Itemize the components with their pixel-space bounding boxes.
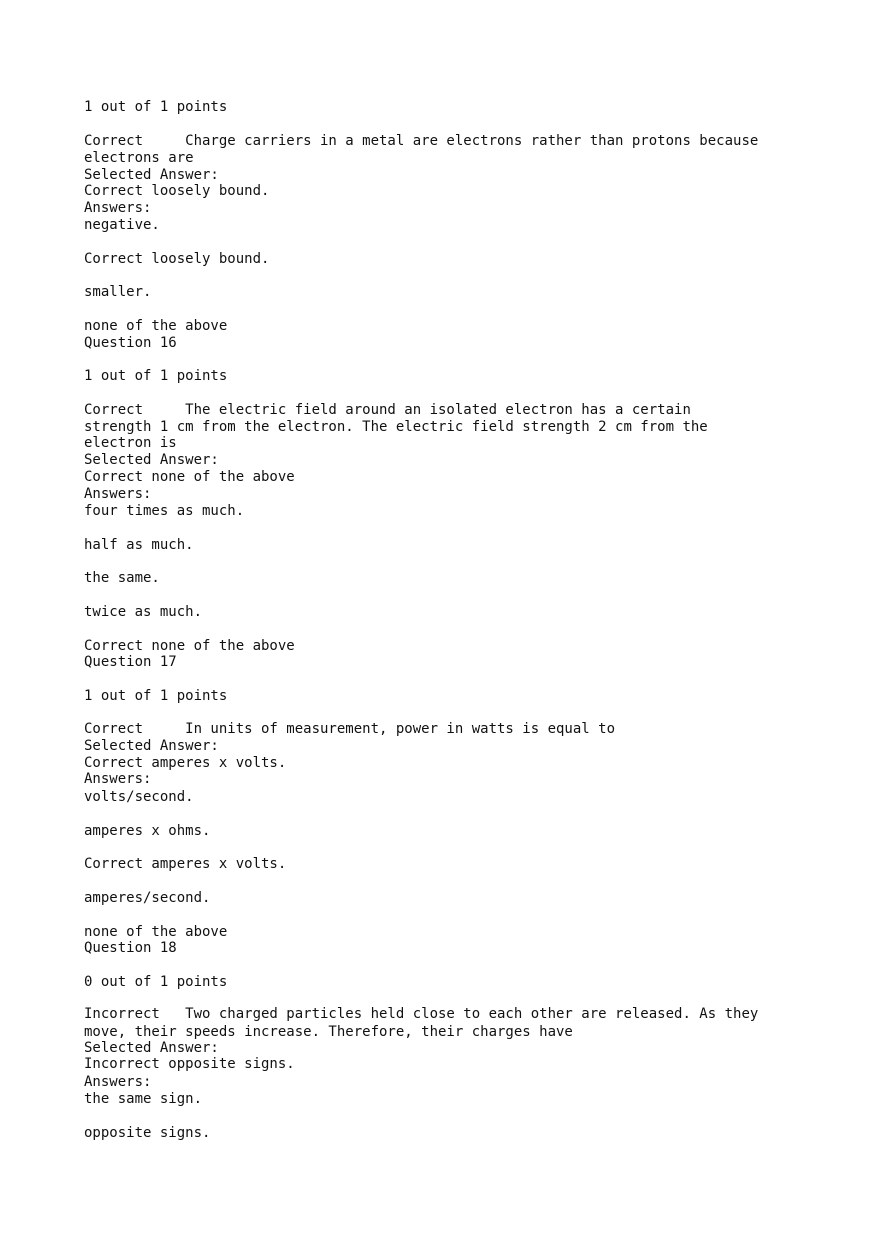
answer-option: none of the above bbox=[84, 318, 228, 334]
question-text: strength 1 cm from the electron. The electric field strength 2 cm from the bbox=[84, 419, 708, 435]
question-heading: Question 17 bbox=[84, 654, 177, 670]
answer-option: none of the above bbox=[84, 924, 228, 940]
points-line: 1 out of 1 points bbox=[84, 99, 228, 115]
selected-answer: Incorrect opposite signs. bbox=[84, 1056, 295, 1072]
question-text: Correct Charge carriers in a metal are electrons rather than protons because bbox=[84, 133, 759, 149]
answer-option: Correct loosely bound. bbox=[84, 251, 270, 267]
answer-option: the same sign. bbox=[84, 1091, 203, 1107]
question-text: move, their speeds increase. Therefore, their charges have bbox=[84, 1024, 573, 1040]
answers-label: Answers: bbox=[84, 1074, 152, 1090]
answer-option: half as much. bbox=[84, 537, 194, 553]
selected-answer-label: Selected Answer: bbox=[84, 167, 219, 183]
answer-option: four times as much. bbox=[84, 503, 245, 519]
answer-option: opposite signs. bbox=[84, 1125, 211, 1141]
question-text: electrons are bbox=[84, 150, 194, 166]
question-heading: Question 18 bbox=[84, 940, 177, 956]
answer-option: negative. bbox=[84, 217, 160, 233]
answers-label: Answers: bbox=[84, 771, 152, 787]
answer-option: Correct amperes x volts. bbox=[84, 856, 287, 872]
selected-answer: Correct amperes x volts. bbox=[84, 755, 287, 771]
selected-answer-label: Selected Answer: bbox=[84, 1040, 219, 1056]
question-text: electron is bbox=[84, 435, 177, 451]
selected-answer: Correct loosely bound. bbox=[84, 183, 270, 199]
points-line: 0 out of 1 points bbox=[84, 974, 228, 990]
answer-option: the same. bbox=[84, 570, 160, 586]
answer-option: twice as much. bbox=[84, 604, 203, 620]
question-heading: Question 16 bbox=[84, 335, 177, 351]
question-text: Correct The electric field around an isolated electron has a certain bbox=[84, 402, 691, 418]
answer-option: Correct none of the above bbox=[84, 638, 295, 654]
selected-answer-label: Selected Answer: bbox=[84, 452, 219, 468]
question-text: Incorrect Two charged particles held close to each other are released. As they bbox=[84, 1006, 759, 1022]
selected-answer-label: Selected Answer: bbox=[84, 738, 219, 754]
points-line: 1 out of 1 points bbox=[84, 368, 228, 384]
answers-label: Answers: bbox=[84, 486, 152, 502]
question-text: Correct In units of measurement, power in watts is equal to bbox=[84, 721, 616, 737]
answer-option: amperes/second. bbox=[84, 890, 211, 906]
selected-answer: Correct none of the above bbox=[84, 469, 295, 485]
answer-option: smaller. bbox=[84, 284, 152, 300]
answer-option: volts/second. bbox=[84, 789, 194, 805]
answer-option: amperes x ohms. bbox=[84, 823, 211, 839]
points-line: 1 out of 1 points bbox=[84, 688, 228, 704]
answers-label: Answers: bbox=[84, 200, 152, 216]
